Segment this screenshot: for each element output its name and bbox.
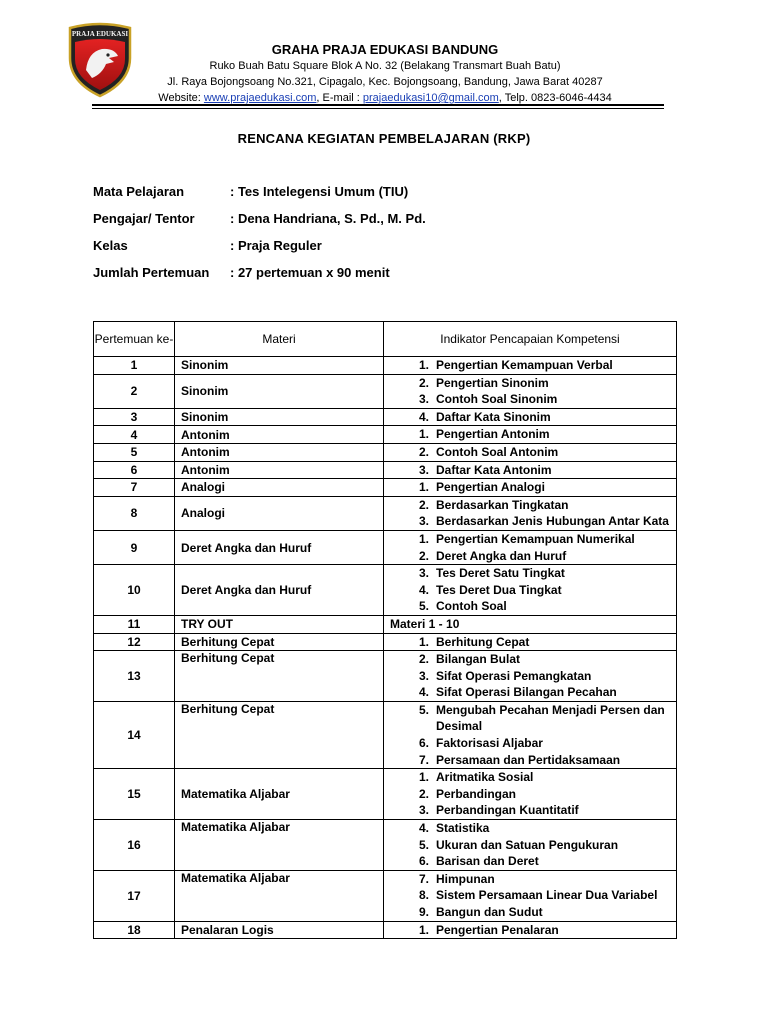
indicator-number: 2. (418, 375, 429, 390)
indicator-text: Deret Angka dan Huruf (436, 548, 567, 563)
indicator-text: Sifat Operasi Pemangkatan (436, 668, 592, 683)
cell-materi: Antonim (175, 426, 384, 444)
table-row (94, 408, 677, 426)
indicator-text: Tes Deret Dua Tingkat (436, 582, 562, 597)
indicator-number: 1. (418, 531, 429, 546)
indicator-item (390, 616, 676, 633)
indicator-text: Daftar Kata Sinonim (436, 409, 551, 424)
indicator-number: 2. (418, 652, 429, 667)
cell-materi: Deret Angka dan Huruf (175, 565, 384, 616)
cell-indikator (384, 496, 677, 530)
indicator-item (390, 853, 676, 870)
cell-materi: Sinonim (175, 408, 384, 426)
table-row (94, 530, 677, 564)
cell-indikator (384, 615, 677, 633)
indicator-item (390, 871, 676, 888)
table-header-row (94, 322, 677, 357)
indicator-text: Perbandingan Kuantitatif (436, 803, 579, 818)
cell-indikator (384, 820, 677, 871)
info-value: : Tes Intelegensi Umum (TIU) (230, 184, 409, 199)
website-link[interactable]: www.prajaedukasi.com (203, 92, 317, 104)
rkp-table (93, 321, 677, 939)
indicator-item (390, 548, 676, 565)
indicator-number: 4. (418, 409, 429, 424)
indicator-text: Pengertian Kemampuan Numerikal (436, 531, 635, 546)
table-row (94, 374, 677, 408)
table-row (94, 615, 677, 633)
letterhead (150, 42, 620, 106)
cell-pertemuan: 11 (94, 615, 175, 633)
table-row (94, 479, 677, 497)
table-row (94, 357, 677, 375)
cell-materi: Sinonim (175, 374, 384, 408)
indicator-number: 8. (418, 888, 429, 903)
indicator-text: Tes Deret Satu Tingkat (436, 566, 565, 581)
indicator-item (390, 684, 676, 701)
cell-pertemuan: 1 (94, 357, 175, 375)
cell-pertemuan: 17 (94, 870, 175, 921)
indicator-text: Pengertian Kemampuan Verbal (436, 358, 613, 372)
indicator-text: Sifat Operasi Bilangan Pecahan (436, 685, 617, 700)
indicator-text: Ukuran dan Satuan Pengukuran (436, 837, 619, 852)
indicator-item (390, 426, 676, 443)
cell-pertemuan: 14 (94, 701, 175, 768)
indicator-item (390, 479, 676, 496)
cell-pertemuan: 13 (94, 651, 175, 702)
cell-materi: Matematika Aljabar (175, 870, 384, 921)
table-row (94, 769, 677, 820)
address-line-2: Jl. Raya Bojongsoang No.321, Cipagalo, Kec. Bojongsoang, Bandung, Jawa Barat 40287 (167, 76, 603, 88)
cell-indikator (384, 870, 677, 921)
indicator-item (390, 769, 676, 786)
indicator-number: 9. (418, 905, 429, 919)
cell-materi: Matematika Aljabar (175, 820, 384, 871)
indicator-item (390, 802, 676, 819)
svg-text:PRAJA EDUKASI: PRAJA EDUKASI (71, 30, 129, 38)
cell-materi: Sinonim (175, 357, 384, 375)
cell-indikator (384, 565, 677, 616)
indicator-item (390, 391, 676, 408)
table-body (94, 357, 677, 939)
indicator-item (390, 375, 676, 392)
table-row (94, 651, 677, 702)
cell-materi: TRY OUT (175, 615, 384, 633)
indicator-text: Daftar Kata Antonim (436, 462, 552, 477)
table-row (94, 870, 677, 921)
indicator-item (390, 702, 676, 735)
cell-indikator (384, 701, 677, 768)
indicator-text: Barisan dan Deret (436, 854, 539, 869)
indicator-item (390, 922, 676, 939)
cell-indikator (384, 374, 677, 408)
cell-materi: Berhitung Cepat (175, 633, 384, 651)
cell-indikator (384, 443, 677, 461)
cell-indikator (384, 426, 677, 444)
table-row (94, 701, 677, 768)
indicator-item (390, 357, 676, 374)
indicator-item (390, 531, 676, 548)
indicator-number: 5. (418, 837, 429, 852)
indicator-number: 1. (418, 480, 429, 495)
cell-materi: Deret Angka dan Huruf (175, 530, 384, 564)
praja-edukasi-logo (62, 22, 138, 98)
indicator-number: 1. (418, 634, 429, 649)
table-row (94, 443, 677, 461)
indicator-text: Faktorisasi Aljabar (436, 736, 543, 751)
cell-pertemuan: 2 (94, 374, 175, 408)
indicator-number: 1. (418, 358, 429, 372)
indicator-number: 1. (418, 427, 429, 442)
org-name: GRAHA PRAJA EDUKASI BANDUNG (271, 42, 499, 57)
email-label: , E-mail : (316, 92, 363, 104)
cell-pertemuan: 9 (94, 530, 175, 564)
cell-pertemuan: 15 (94, 769, 175, 820)
cell-pertemuan: 4 (94, 426, 175, 444)
cell-indikator (384, 461, 677, 479)
cell-materi: Analogi (175, 496, 384, 530)
indicator-number: 2. (418, 786, 429, 801)
info-label: Mata Pelajaran (93, 184, 185, 199)
indicator-number: 2. (418, 444, 429, 459)
indicator-item (390, 786, 676, 803)
indicator-number: 5. (418, 702, 429, 717)
indicator-number: 3. (418, 514, 429, 529)
indicator-number: 3. (418, 462, 429, 477)
cell-indikator (384, 479, 677, 497)
table-row (94, 633, 677, 651)
indicator-number: 3. (418, 566, 429, 581)
table-row (94, 461, 677, 479)
indicator-text: Pengertian Antonim (436, 427, 550, 442)
cell-materi: Matematika Aljabar (175, 769, 384, 820)
indicator-text: Himpunan (436, 871, 495, 886)
indicator-item (390, 513, 676, 530)
indicator-text: Pengertian Sinonim (436, 375, 549, 390)
table-row (94, 426, 677, 444)
info-row (93, 211, 426, 238)
letterhead-rule-thin (92, 108, 664, 109)
phone-text: , Telp. 0823-6046-4434 (498, 92, 612, 104)
cell-indikator (384, 530, 677, 564)
info-row (93, 184, 426, 211)
indicator-text: Berhitung Cepat (436, 634, 530, 649)
indicator-item (390, 837, 676, 854)
indicator-text: Statistika (436, 821, 490, 836)
indicator-item (390, 735, 676, 752)
cell-indikator (384, 651, 677, 702)
course-info (93, 184, 426, 292)
cell-indikator (384, 921, 677, 939)
cell-pertemuan: 7 (94, 479, 175, 497)
indicator-number: 6. (418, 736, 429, 751)
indicator-text: Persamaan dan Pertidaksamaan (436, 752, 621, 767)
indicator-item (390, 668, 676, 685)
info-value: : Praja Reguler (230, 238, 322, 253)
indicator-number: 3. (418, 668, 429, 683)
indicator-number: 2. (418, 548, 429, 563)
cell-materi: Berhitung Cepat (175, 701, 384, 768)
cell-pertemuan: 12 (94, 633, 175, 651)
table-row (94, 921, 677, 939)
indicator-text: Bangun dan Sudut (436, 905, 543, 919)
indicator-text: Berdasarkan Tingkatan (436, 497, 569, 512)
info-row (93, 238, 426, 265)
info-row (93, 265, 426, 292)
indicator-text: Contoh Soal Sinonim (436, 392, 558, 407)
letterhead-rule-thick (92, 104, 664, 106)
indicator-text: Contoh Soal (436, 599, 507, 614)
indicator-number: 7. (418, 752, 429, 767)
cell-pertemuan: 5 (94, 443, 175, 461)
table-row (94, 496, 677, 530)
indicator-item (390, 887, 676, 904)
email-link[interactable]: prajaedukasi10@gmail.com (362, 92, 499, 104)
indicator-text: Sistem Persamaan Linear Dua Variabel (436, 888, 658, 903)
indicator-item (390, 409, 676, 426)
indicator-text: Aritmatika Sosial (436, 770, 534, 785)
indicator-text: Materi 1 - 10 (390, 616, 460, 631)
indicator-number: 3. (418, 803, 429, 818)
indicator-item (390, 444, 676, 461)
info-value: : 27 pertemuan x 90 menit (230, 265, 390, 280)
indicator-item (390, 582, 676, 599)
cell-materi: Berhitung Cepat (175, 651, 384, 702)
cell-indikator (384, 633, 677, 651)
indicator-number: 4. (418, 685, 429, 700)
indicator-item (390, 497, 676, 514)
cell-materi: Antonim (175, 443, 384, 461)
header-materi: Materi (175, 322, 384, 357)
cell-pertemuan: 18 (94, 921, 175, 939)
indicator-item (390, 651, 676, 668)
info-value: : Dena Handriana, S. Pd., M. Pd. (230, 211, 426, 226)
cell-pertemuan: 16 (94, 820, 175, 871)
indicator-text: Pengertian Penalaran (436, 922, 559, 937)
indicator-number: 7. (418, 871, 429, 886)
cell-materi: Antonim (175, 461, 384, 479)
indicator-number: 6. (418, 854, 429, 869)
cell-pertemuan: 10 (94, 565, 175, 616)
website-label: Website: (158, 92, 204, 104)
document-title: RENCANA KEGIATAN PEMBELAJARAN (RKP) (237, 131, 531, 146)
indicator-text: Berdasarkan Jenis Hubungan Antar Kata (436, 514, 669, 529)
cell-indikator (384, 408, 677, 426)
indicator-item (390, 752, 676, 769)
indicator-text: Contoh Soal Antonim (436, 444, 559, 459)
indicator-text: Bilangan Bulat (436, 652, 521, 667)
cell-indikator (384, 357, 677, 375)
table-row (94, 565, 677, 616)
cell-materi: Analogi (175, 479, 384, 497)
info-label: Kelas (93, 238, 128, 253)
indicator-number: 1. (418, 770, 429, 785)
table-row (94, 820, 677, 871)
cell-pertemuan: 6 (94, 461, 175, 479)
indicator-number: 3. (418, 392, 429, 407)
cell-pertemuan: 8 (94, 496, 175, 530)
cell-pertemuan: 3 (94, 408, 175, 426)
indicator-text: Mengubah Pecahan Menjadi Persen dan Desimal (436, 702, 665, 734)
info-label: Jumlah Pertemuan (93, 265, 210, 280)
indicator-item (390, 565, 676, 582)
indicator-number: 1. (418, 922, 429, 937)
indicator-item (390, 904, 676, 921)
indicator-item (390, 598, 676, 615)
indicator-number: 4. (418, 821, 429, 836)
indicator-text: Pengertian Analogi (436, 480, 545, 495)
indicator-item (390, 462, 676, 479)
indicator-item (390, 820, 676, 837)
info-label: Pengajar/ Tentor (93, 211, 195, 226)
indicator-number: 2. (418, 497, 429, 512)
indicator-number: 5. (418, 599, 429, 614)
indicator-number: 4. (418, 582, 429, 597)
address-line-1: Ruko Buah Batu Square Blok A No. 32 (Belakang Transmart Buah Batu) (209, 60, 561, 72)
cell-materi: Penalaran Logis (175, 921, 384, 939)
cell-indikator (384, 769, 677, 820)
header-indikator: Indikator Pencapaian Kompetensi (384, 322, 677, 357)
indicator-text: Perbandingan (436, 786, 517, 801)
header-pertemuan: Pertemuan ke- (94, 322, 175, 357)
indicator-item (390, 634, 676, 651)
